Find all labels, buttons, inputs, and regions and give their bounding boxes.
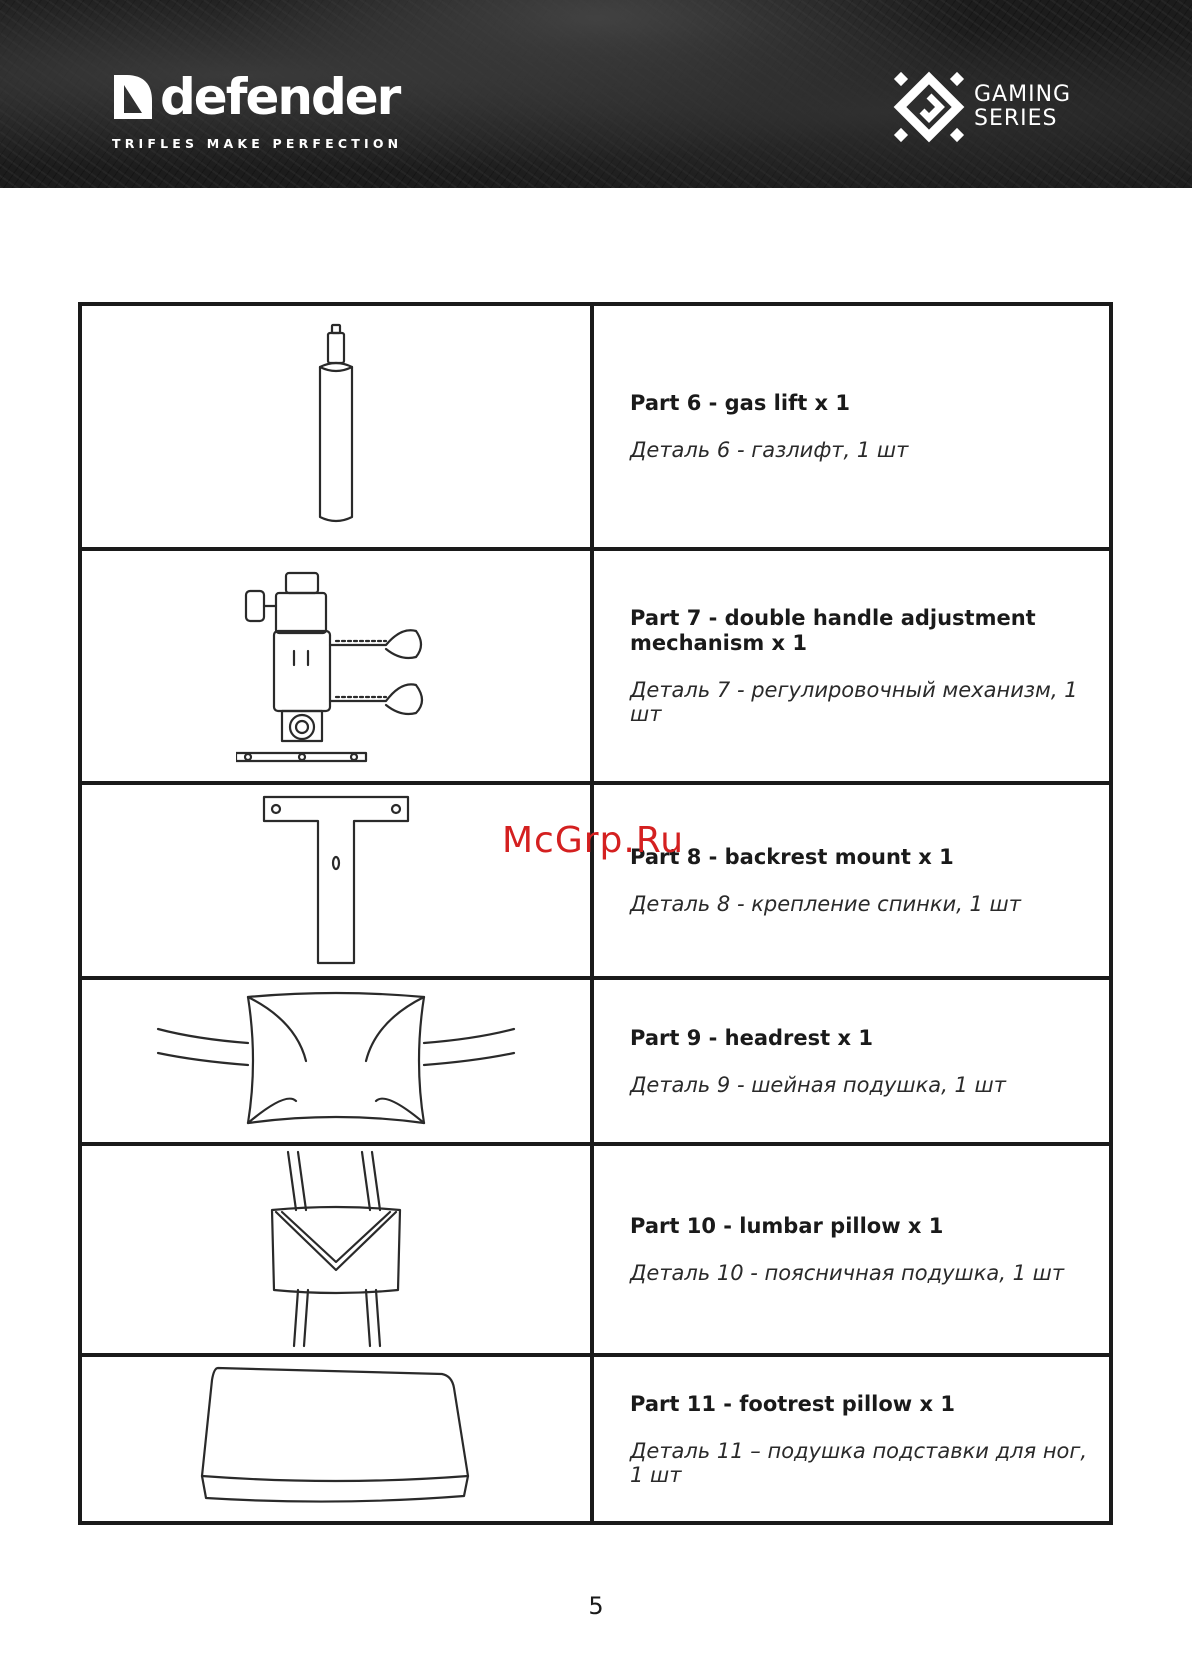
backrest-mount-drawing-icon bbox=[256, 791, 416, 971]
watermark: McGrp.Ru bbox=[502, 820, 685, 861]
header-banner bbox=[0, 0, 1192, 188]
adjustment-mechanism-drawing-icon bbox=[236, 561, 436, 771]
part-text-cell bbox=[592, 1355, 1111, 1523]
part-title-ru: Деталь 11 – подушка подставки для ног, 1 шт bbox=[630, 1438, 1088, 1487]
footrest-pillow-drawing-icon bbox=[196, 1364, 476, 1514]
part-title-en: Part 10 - lumbar pillow x 1 bbox=[630, 1214, 944, 1238]
lumbar-pillow-drawing-icon bbox=[266, 1150, 406, 1350]
part-image-cell bbox=[80, 549, 592, 783]
series-line-1: GAMING bbox=[974, 82, 1072, 107]
part-image-cell bbox=[80, 783, 592, 978]
part-title-en: Part 9 - headrest x 1 bbox=[630, 1025, 873, 1050]
part-image-cell bbox=[80, 978, 592, 1144]
brand-name: defender bbox=[160, 68, 400, 126]
part-image-cell bbox=[80, 1144, 592, 1355]
page-number: 5 bbox=[588, 1592, 604, 1620]
part-title-en: Part 11 - footrest pillow x 1 bbox=[630, 1391, 955, 1416]
table-row bbox=[80, 978, 1111, 1144]
gaming-series-logo bbox=[890, 68, 1071, 146]
part-title-ru: Деталь 10 - поясничная подушка, 1 шт bbox=[630, 1261, 1065, 1285]
table-row bbox=[80, 549, 1111, 783]
part-text-cell bbox=[592, 783, 1111, 978]
part-title-ru: Деталь 6 - газлифт, 1 шт bbox=[630, 438, 909, 462]
part-title-en: Part 8 - backrest mount x 1 bbox=[630, 845, 954, 869]
part-title-ru: Деталь 8 - крепление спинки, 1 шт bbox=[630, 892, 1021, 916]
part-text-cell bbox=[592, 978, 1111, 1144]
part-title-en: Part 7 - double handle adjustment mechanism x 1 bbox=[630, 606, 1036, 655]
gas-lift-drawing-icon bbox=[276, 319, 396, 534]
headrest-drawing-icon bbox=[156, 991, 516, 1131]
table-row bbox=[80, 1355, 1111, 1523]
brand-logo bbox=[112, 68, 403, 151]
table-row bbox=[80, 783, 1111, 978]
series-line-2: SERIES bbox=[974, 106, 1058, 131]
part-title-en: Part 6 - gas lift x 1 bbox=[630, 391, 851, 415]
part-text-cell bbox=[592, 1144, 1111, 1355]
parts-table bbox=[78, 302, 1113, 1525]
part-image-cell bbox=[80, 1355, 592, 1523]
brand-tagline: TRIFLES MAKE PERFECTION bbox=[112, 136, 403, 151]
part-image-cell bbox=[80, 304, 592, 549]
table-row bbox=[80, 304, 1111, 549]
part-text-cell bbox=[592, 549, 1111, 783]
gaming-series-icon bbox=[890, 68, 968, 146]
part-title-ru: Деталь 7 - регулировочный механизм, 1 шт bbox=[630, 678, 1078, 726]
table-row bbox=[80, 1144, 1111, 1355]
defender-logo-icon bbox=[112, 73, 156, 121]
part-title-ru: Деталь 9 - шейная подушка, 1 шт bbox=[630, 1072, 1007, 1097]
part-text-cell bbox=[592, 304, 1111, 549]
